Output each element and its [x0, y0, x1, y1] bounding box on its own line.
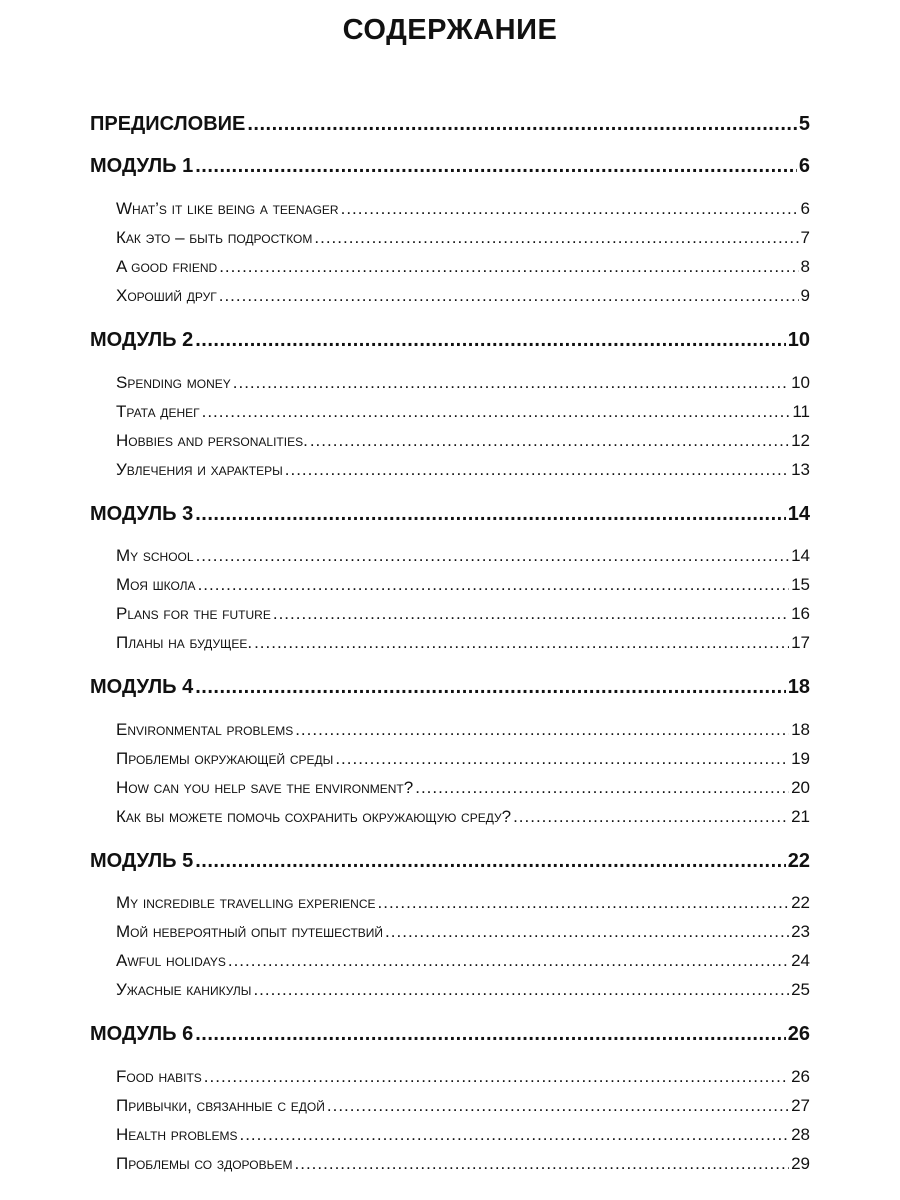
dot-leader	[314, 228, 798, 248]
dot-leader	[327, 1096, 789, 1116]
dot-leader	[295, 720, 789, 740]
toc-page-number: 12	[791, 431, 810, 450]
toc-entry-module-6[interactable]	[90, 1023, 810, 1049]
dot-leader	[254, 633, 789, 653]
toc-subentry[interactable]	[116, 431, 810, 455]
toc-subentry[interactable]	[116, 575, 810, 599]
dot-leader	[195, 1023, 786, 1046]
toc-page-number: 24	[791, 951, 810, 970]
toc-subentry[interactable]	[116, 778, 810, 802]
dot-leader	[219, 257, 798, 277]
toc-entry-label: ПРЕДИСЛОВИЕ	[90, 113, 246, 135]
toc-page-number: 7	[800, 228, 810, 247]
toc-page-number: 19	[791, 749, 810, 768]
toc-entry-label: МОДУЛЬ 4	[90, 676, 194, 698]
toc-subentry[interactable]	[116, 749, 810, 773]
toc-subentry-label: Как это – быть подростком	[116, 228, 313, 247]
dot-leader	[253, 980, 789, 1000]
toc-subentry[interactable]	[116, 893, 810, 917]
toc-subentry[interactable]	[116, 228, 810, 252]
toc-page-number: 11	[792, 402, 810, 421]
toc-subentry-label: Ужасные каникулы	[116, 980, 252, 999]
toc-subentry-label: Spending money	[116, 373, 231, 392]
dot-leader	[233, 373, 789, 393]
toc-page-number: 23	[791, 922, 810, 941]
dot-leader	[285, 460, 789, 480]
dot-leader	[239, 1125, 789, 1145]
toc-subentry-label: Привычки, связанные с едой	[116, 1096, 325, 1115]
toc-subentry-label: My school	[116, 546, 194, 565]
toc-page-number: 22	[791, 893, 810, 912]
toc-entry-label: МОДУЛЬ 3	[90, 503, 194, 525]
toc-subentry-label: What’s it like being a teenager	[116, 199, 339, 218]
toc-subentry[interactable]	[116, 980, 810, 1004]
toc-page-number: 18	[787, 676, 810, 698]
toc-page-number: 16	[791, 604, 810, 623]
toc-subentry[interactable]	[116, 922, 810, 946]
toc-page-number: 18	[791, 720, 810, 739]
dot-leader	[415, 778, 789, 798]
dot-leader	[198, 575, 790, 595]
toc-subentry-label: Awful holidays	[116, 951, 226, 970]
toc-page-number: 14	[791, 546, 810, 565]
toc-subentry[interactable]	[116, 604, 810, 628]
dot-leader	[202, 402, 791, 422]
toc-entry-label: МОДУЛЬ 5	[90, 850, 194, 872]
toc-page-number: 14	[787, 503, 810, 525]
toc-entry-module-4[interactable]	[90, 676, 810, 702]
toc-page-number: 28	[791, 1125, 810, 1144]
toc-subentry-label: My incredible travelling experience	[116, 893, 376, 912]
toc-subentry[interactable]	[116, 402, 810, 426]
dot-leader	[385, 922, 789, 942]
dot-leader	[195, 503, 786, 526]
toc-page-number: 15	[791, 575, 810, 594]
toc-page-number: 8	[800, 257, 810, 276]
toc-subentry[interactable]	[116, 1067, 810, 1091]
toc-subentry-label: Проблемы окружающей среды	[116, 749, 334, 768]
toc-subentry-label: Увлечения и характеры	[116, 460, 283, 479]
dot-leader	[341, 199, 799, 219]
dot-leader	[195, 850, 786, 873]
toc-entry-preface[interactable]	[90, 113, 810, 139]
toc-subentry-label: Environmental problems	[116, 720, 294, 739]
toc-subentry-label: Проблемы со здоровьем	[116, 1154, 293, 1173]
toc-subentry-label: A good friend	[116, 257, 218, 276]
toc-subentry[interactable]	[116, 1154, 810, 1178]
dot-leader	[310, 431, 789, 451]
dot-leader	[195, 329, 786, 352]
dot-leader	[195, 155, 797, 178]
toc-entry-module-5[interactable]	[90, 850, 810, 876]
toc-subentry-label: Мой невероятный опыт путешествий	[116, 922, 384, 941]
toc-subentry-label: Трата денег	[116, 402, 200, 421]
toc-entry-module-3[interactable]	[90, 503, 810, 529]
toc-page-number: 5	[798, 113, 810, 135]
toc-page-number: 27	[791, 1096, 810, 1115]
toc-entry-label: МОДУЛЬ 1	[90, 155, 194, 177]
dot-leader	[195, 676, 786, 699]
toc-subentry[interactable]	[116, 286, 810, 310]
toc-subentry[interactable]	[116, 199, 810, 223]
toc-page-number: 10	[791, 373, 810, 392]
toc-subentry[interactable]	[116, 546, 810, 570]
toc-subentry-label: Plans for the future	[116, 604, 271, 623]
dot-leader	[295, 1154, 790, 1174]
toc-page-number: 25	[791, 980, 810, 999]
dot-leader	[196, 546, 790, 566]
toc-page-number: 10	[787, 329, 810, 351]
toc-subentry-label: Моя школа	[116, 575, 196, 594]
toc-subentry[interactable]	[116, 373, 810, 397]
toc-page-number: 20	[791, 778, 810, 797]
toc-page-number: 22	[787, 850, 810, 872]
toc-page-number: 9	[800, 286, 810, 305]
toc-page-number: 13	[791, 460, 810, 479]
toc-entry-label: МОДУЛЬ 2	[90, 329, 194, 351]
toc-entry-label: МОДУЛЬ 6	[90, 1023, 194, 1045]
toc-subentry-label: Хороший друг	[116, 286, 217, 305]
toc-subentry-label: Food habits	[116, 1067, 202, 1086]
toc-subentry[interactable]	[116, 807, 810, 831]
toc-page-number: 26	[791, 1067, 810, 1086]
toc-subentry[interactable]	[116, 1096, 810, 1120]
page-title: СОДЕРЖАНИЕ	[342, 14, 558, 46]
toc-page-number: 6	[800, 199, 810, 218]
toc-subentry-label: Планы на будущее.	[116, 633, 253, 652]
toc-page-number: 29	[791, 1154, 810, 1173]
toc-subentry[interactable]	[116, 460, 810, 484]
toc-subentry[interactable]	[116, 257, 810, 281]
toc-page-number: 21	[791, 807, 810, 826]
dot-leader	[273, 604, 789, 624]
toc-subentry[interactable]	[116, 720, 810, 744]
dot-leader	[228, 951, 789, 971]
toc-subentry-label: Hobbies and personalities.	[116, 431, 308, 450]
toc-subentry[interactable]	[116, 633, 810, 657]
dot-leader	[247, 113, 797, 136]
toc-page-number: 17	[791, 633, 810, 652]
toc-page-number: 6	[798, 155, 810, 177]
toc-subentry-label: Health problems	[116, 1125, 238, 1144]
toc-entry-module-2[interactable]	[90, 329, 810, 355]
toc-entry-module-1[interactable]	[90, 155, 810, 181]
dot-leader	[204, 1067, 789, 1087]
dot-leader	[219, 286, 799, 306]
toc-subentry-label: Как вы можете помочь сохранить окружающую среду?	[116, 807, 512, 826]
dot-leader	[378, 893, 790, 913]
toc-page-number: 26	[787, 1023, 810, 1045]
toc-subentry[interactable]	[116, 951, 810, 975]
toc-subentry[interactable]	[116, 1125, 810, 1149]
dot-leader	[513, 807, 789, 827]
dot-leader	[335, 749, 789, 769]
toc-subentry-label: How can you help save the environment?	[116, 778, 414, 797]
